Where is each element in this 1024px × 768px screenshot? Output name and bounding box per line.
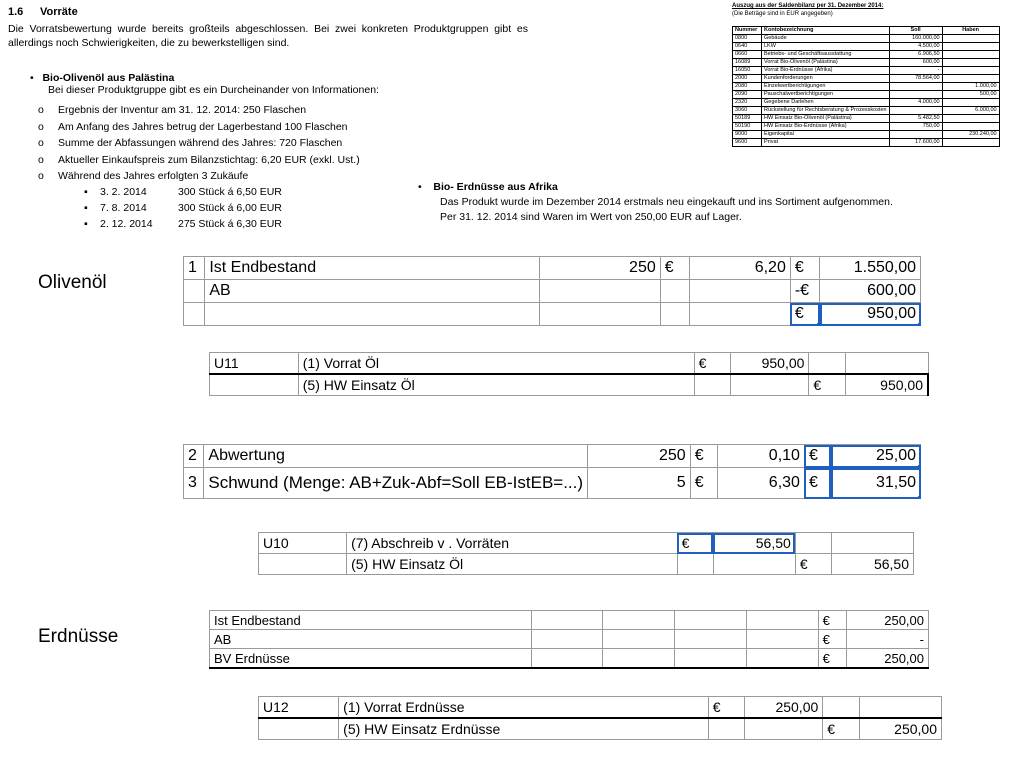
balance-account-name: HW Einsatz Bio-Olivenöl (Palästina) [762,115,890,123]
balance-row [733,139,1000,147]
credit-amount[interactable]: 56,50 [832,554,914,575]
cell-total[interactable]: 600,00 [820,280,921,303]
cell-quantity[interactable] [539,280,660,303]
purchase-item [84,202,282,214]
cell-empty[interactable] [531,649,603,669]
cell-currency[interactable]: € [660,257,689,280]
credit-currency[interactable] [823,697,859,719]
cell-price[interactable]: 6,30 [717,468,804,499]
balance-account-name: HW Einsatz Bio-Erdnüsse (Afrika) [762,123,890,131]
table-row [184,280,921,303]
square-bullet-icon: ▪ [84,202,88,214]
cell-empty[interactable] [746,630,818,649]
purchase-item [84,186,282,198]
cell-empty[interactable] [603,630,675,649]
table-row [210,649,929,669]
peanut-text: Das Produkt wurde im Dezember 2014 erstmals neu eingekauft und ins Sortiment aufgenommen. Per 31. 12. 2014 sind Waren im Wert von 250,00 EUR auf Lager. [440,196,893,223]
booking-table-u11 [209,352,929,396]
peanut-inventory-table [209,610,929,669]
cell-currency[interactable] [660,280,689,303]
cell-empty[interactable] [746,611,818,630]
balance-account-name: Einzelwertberichtigungen [762,83,890,91]
cell-currency[interactable]: € [818,649,846,669]
purchase-item [84,218,282,230]
olive-writedown-table [183,444,921,499]
balance-credit: 1.000,00 [942,83,999,91]
balance-row [733,131,1000,139]
balance-account-name: Gegebene Darlehen [762,99,890,107]
circle-bullet-icon: o [38,137,44,149]
cell-label[interactable] [205,303,539,326]
cell-label[interactable]: Schwund (Menge: AB+Zuk-Abf=Soll EB-IstEB=...) [204,468,588,499]
purchase-text: 275 Stück á 6,30 EUR [178,218,282,230]
debit-currency[interactable]: € [708,697,744,719]
balance-account-number: 2090 [733,91,762,99]
balance-account-number: 0660 [733,51,762,59]
olive-title: Bio-Olivenöl aus Palästina [42,72,175,84]
selected-debit-amount[interactable]: 56,50 [713,533,795,554]
olive-subtitle: Bei dieser Produktgruppe gibt es ein Durcheinander von Informationen: [48,84,379,96]
balance-account-number: 2080 [733,83,762,91]
selected-debit-currency[interactable]: € [677,533,713,554]
cell-currency[interactable] [660,303,689,326]
cell-quantity[interactable] [539,303,660,326]
cell-label[interactable]: BV Erdnüsse [210,649,532,669]
booking-table-u12 [258,696,942,740]
balance-credit [942,115,999,123]
cell-label[interactable]: Ist Endbestand [210,611,532,630]
balance-account-number: 9600 [733,139,762,147]
cell-empty[interactable] [603,611,675,630]
selected-cell-total[interactable]: 950,00 [820,303,921,326]
cell-currency[interactable]: € [818,630,846,649]
balance-account-name: Pauschalwertberichtigungen [762,91,890,99]
olive-item-text: Summe der Abfassungen während des Jahres: 720 Flaschen [58,137,343,149]
balance-row [733,67,1000,75]
booking-text[interactable]: (1) Vorrat Erdnüsse [339,697,709,719]
balance-row [733,83,1000,91]
balance-account-name: Vorrat Bio-Erdnüsse (Afrika) [762,67,890,75]
balance-account-number: 0640 [733,43,762,51]
cell-total[interactable]: 1.550,00 [820,257,921,280]
cell-amount[interactable]: 250,00 [846,611,928,630]
balance-row [733,91,1000,99]
olive-item [38,137,342,149]
balance-debit [889,83,942,91]
balance-account-name: Kundenforderungen [762,75,890,83]
credit-currency[interactable]: € [823,718,859,740]
table-row [210,630,929,649]
balance-account-number: 3060 [733,107,762,115]
olive-item [38,170,248,182]
balance-row [733,75,1000,83]
olive-item [38,121,348,133]
balance-account-number: 50189 [733,115,762,123]
debit-amount[interactable] [745,718,823,740]
table-row [210,374,929,396]
debit-currency[interactable]: € [694,353,731,375]
cell-empty[interactable] [675,649,747,669]
cell-label[interactable]: Ist Endbestand [205,257,539,280]
olive-item [38,154,360,166]
table-row [184,445,921,468]
olive-bullet [30,72,379,96]
purchase-date: 7. 8. 2014 [100,202,147,214]
balance-row [733,99,1000,107]
booking-code[interactable] [210,374,299,396]
balance-caption-note: (Die Beträge sind in EUR angegeben) [732,11,833,17]
booking-code[interactable] [259,554,347,575]
credit-amount[interactable]: 250,00 [859,718,941,740]
balance-account-name: Privat [762,139,890,147]
olive-item-text: Während des Jahres erfolgten 3 Zukäufe [58,170,249,182]
balance-credit [942,59,999,67]
credit-currency[interactable] [795,533,831,554]
balance-account-name: LKW [762,43,890,51]
balance-header-row [733,27,1000,35]
cell-label[interactable]: Abwertung [204,445,588,468]
balance-debit: - [889,67,942,75]
row-number[interactable]: 3 [184,468,204,499]
booking-text[interactable]: (5) HW Einsatz Erdnüsse [339,718,709,740]
table-row [210,353,929,375]
booking-table-u10 [258,532,914,575]
balance-debit: 5.482,50 [889,115,942,123]
cell-currency[interactable]: -€ [790,280,819,303]
square-bullet-icon: ▪ [84,186,88,198]
selected-cell-currency[interactable]: € [804,445,831,468]
purchase-text: 300 Stück á 6,50 EUR [178,186,282,198]
balance-table [732,26,1000,147]
purchase-text: 300 Stück á 6,00 EUR [178,202,282,214]
balance-debit: 4.500,00 [889,43,942,51]
balance-credit: 6.000,00 [942,107,999,115]
balance-row [733,115,1000,123]
cell-empty[interactable] [531,611,603,630]
cell-amount[interactable]: - [846,630,928,649]
circle-bullet-icon: o [38,170,44,182]
cell-label[interactable]: AB [205,280,539,303]
balance-account-name: Betriebs- und Geschäftsausstattung [762,51,890,59]
cell-amount[interactable]: 250,00 [846,649,928,669]
balance-debit: 600,00 [889,59,942,67]
balance-account-number: 16089 [733,59,762,67]
olive-inventory-table [183,256,921,326]
cell-empty[interactable] [531,630,603,649]
cell-price[interactable] [690,303,791,326]
booking-code[interactable]: U10 [259,533,347,554]
balance-account-number: 2000 [733,75,762,83]
row-number[interactable] [184,303,205,326]
olive-item [38,104,306,116]
balance-debit: 6.906,50 [889,51,942,59]
cell-label[interactable]: AB [210,630,532,649]
cell-currency[interactable]: € [818,611,846,630]
balance-credit [942,99,999,107]
balance-header: Haben [942,27,999,35]
selected-cell-currency[interactable]: € [804,468,831,499]
debit-currency[interactable] [708,718,744,740]
peanut-bullet [418,180,898,225]
credit-amount[interactable] [845,353,928,375]
balance-account-name: Eigenkapital [762,131,890,139]
table-row [184,468,921,499]
bullet-icon: • [418,181,434,193]
intro-text: Die Vorratsbewertung wurde bereits großteils abgeschlossen. Bei zwei konkreten Produktgruppen gibt es allerdings noch Schwierigkeiten, die zu bewerkstelligen sind. [8,23,528,49]
balance-account-number: 9000 [733,131,762,139]
balance-credit [942,35,999,43]
circle-bullet-icon: o [38,104,44,116]
booking-code[interactable]: U11 [210,353,299,375]
balance-caption [732,2,883,18]
row-number[interactable]: 2 [184,445,204,468]
cell-empty[interactable] [675,611,747,630]
debit-currency[interactable] [694,374,731,396]
olive-item-text: Am Anfang des Jahres betrug der Lagerbestand 100 Flaschen [58,121,348,133]
balance-debit: 750,00 [889,123,942,131]
balance-row [733,51,1000,59]
table-row [259,554,914,575]
balance-credit: 500,00 [942,91,999,99]
cell-quantity[interactable]: 250 [588,445,691,468]
balance-row [733,59,1000,67]
selected-cell-currency[interactable]: € [790,303,819,326]
balance-row [733,35,1000,43]
olive-item-text: Aktueller Einkaufspreis zum Bilanzstichtag: 6,20 EUR (exkl. Ust.) [58,154,360,166]
booking-text[interactable]: (1) Vorrat Öl [298,353,694,375]
balance-row [733,123,1000,131]
balance-debit: 78.564,00 [889,75,942,83]
credit-currency[interactable]: € [809,374,846,396]
table-row [259,718,942,740]
cell-quantity[interactable]: 5 [588,468,691,499]
row-number[interactable] [184,280,205,303]
balance-body [733,35,1000,147]
table-row [259,533,914,554]
balance-credit [942,123,999,131]
label-peanut: Erdnüsse [38,626,119,647]
credit-amount[interactable] [832,533,914,554]
booking-text[interactable]: (5) HW Einsatz Öl [298,374,694,396]
balance-row [733,43,1000,51]
selected-cell-total[interactable]: 31,50 [831,468,920,499]
label-olive: Olivenöl [38,272,107,293]
balance-credit [942,43,999,51]
balance-credit: 230.240,00 [942,131,999,139]
balance-header: Nummer [733,27,762,35]
table-row [184,257,921,280]
balance-account-name: Rückstellung für Rechtsberatung & Prozesskosten [762,107,890,115]
debit-currency[interactable] [677,554,713,575]
balance-credit [942,67,999,75]
selected-cell-total[interactable]: 25,00 [831,445,920,468]
section-number: 1.6 [8,6,24,18]
square-bullet-icon: ▪ [84,218,88,230]
debit-amount[interactable]: 950,00 [731,353,809,375]
credit-amount[interactable]: 950,00 [845,374,928,396]
cell-price[interactable]: 0,10 [717,445,804,468]
section-title: Vorräte [40,6,78,18]
cell-empty[interactable] [603,649,675,669]
cell-currency[interactable]: € [690,468,717,499]
table-row [184,303,921,326]
balance-row [733,107,1000,115]
balance-header: Kontobezeichnung [762,27,890,35]
cell-empty[interactable] [746,649,818,669]
purchase-date: 2. 12. 2014 [100,218,153,230]
balance-debit [889,107,942,115]
balance-credit [942,51,999,59]
row-number[interactable]: 1 [184,257,205,280]
table-row [259,697,942,719]
circle-bullet-icon: o [38,121,44,133]
balance-header: Soll [889,27,942,35]
balance-account-number: 2320 [733,99,762,107]
balance-debit [889,131,942,139]
credit-currency[interactable] [809,353,846,375]
balance-account-number: 0800 [733,35,762,43]
bullet-icon: • [30,72,43,84]
credit-currency[interactable]: € [795,554,831,575]
cell-price[interactable]: 6,20 [690,257,791,280]
booking-code[interactable]: U12 [259,697,339,719]
balance-account-number: 50190 [733,123,762,131]
cell-currency[interactable]: € [790,257,819,280]
debit-amount[interactable] [731,374,809,396]
debit-amount[interactable] [713,554,795,575]
olive-item-text: Ergebnis der Inventur am 31. 12. 2014: 250 Flaschen [58,104,307,116]
debit-amount[interactable]: 250,00 [745,697,823,719]
cell-currency[interactable]: € [690,445,717,468]
cell-quantity[interactable]: 250 [539,257,660,280]
credit-amount[interactable] [859,697,941,719]
balance-credit [942,139,999,147]
balance-debit [889,91,942,99]
peanut-title: Bio- Erdnüsse aus Afrika [433,181,558,193]
booking-code[interactable] [259,718,339,740]
booking-text[interactable]: (5) HW Einsatz Öl [347,554,678,575]
circle-bullet-icon: o [38,154,44,166]
balance-credit [942,75,999,83]
balance-account-name: Vorrat Bio-Olivenöl (Palästina) [762,59,890,67]
balance-caption-title: Auszug aus der Saldenbilanz per 31. Dezember 2014: [732,3,884,9]
booking-text[interactable]: (7) Abschreib v . Vorräten [347,533,678,554]
balance-account-number: 16050 [733,67,762,75]
cell-empty[interactable] [675,630,747,649]
balance-account-name: Gebäude [762,35,890,43]
table-row [210,611,929,630]
cell-price[interactable] [690,280,791,303]
balance-debit: 4.000,00 [889,99,942,107]
purchase-date: 3. 2. 2014 [100,186,147,198]
balance-debit: 160.000,00 [889,35,942,43]
balance-debit: 17.600,00 [889,139,942,147]
